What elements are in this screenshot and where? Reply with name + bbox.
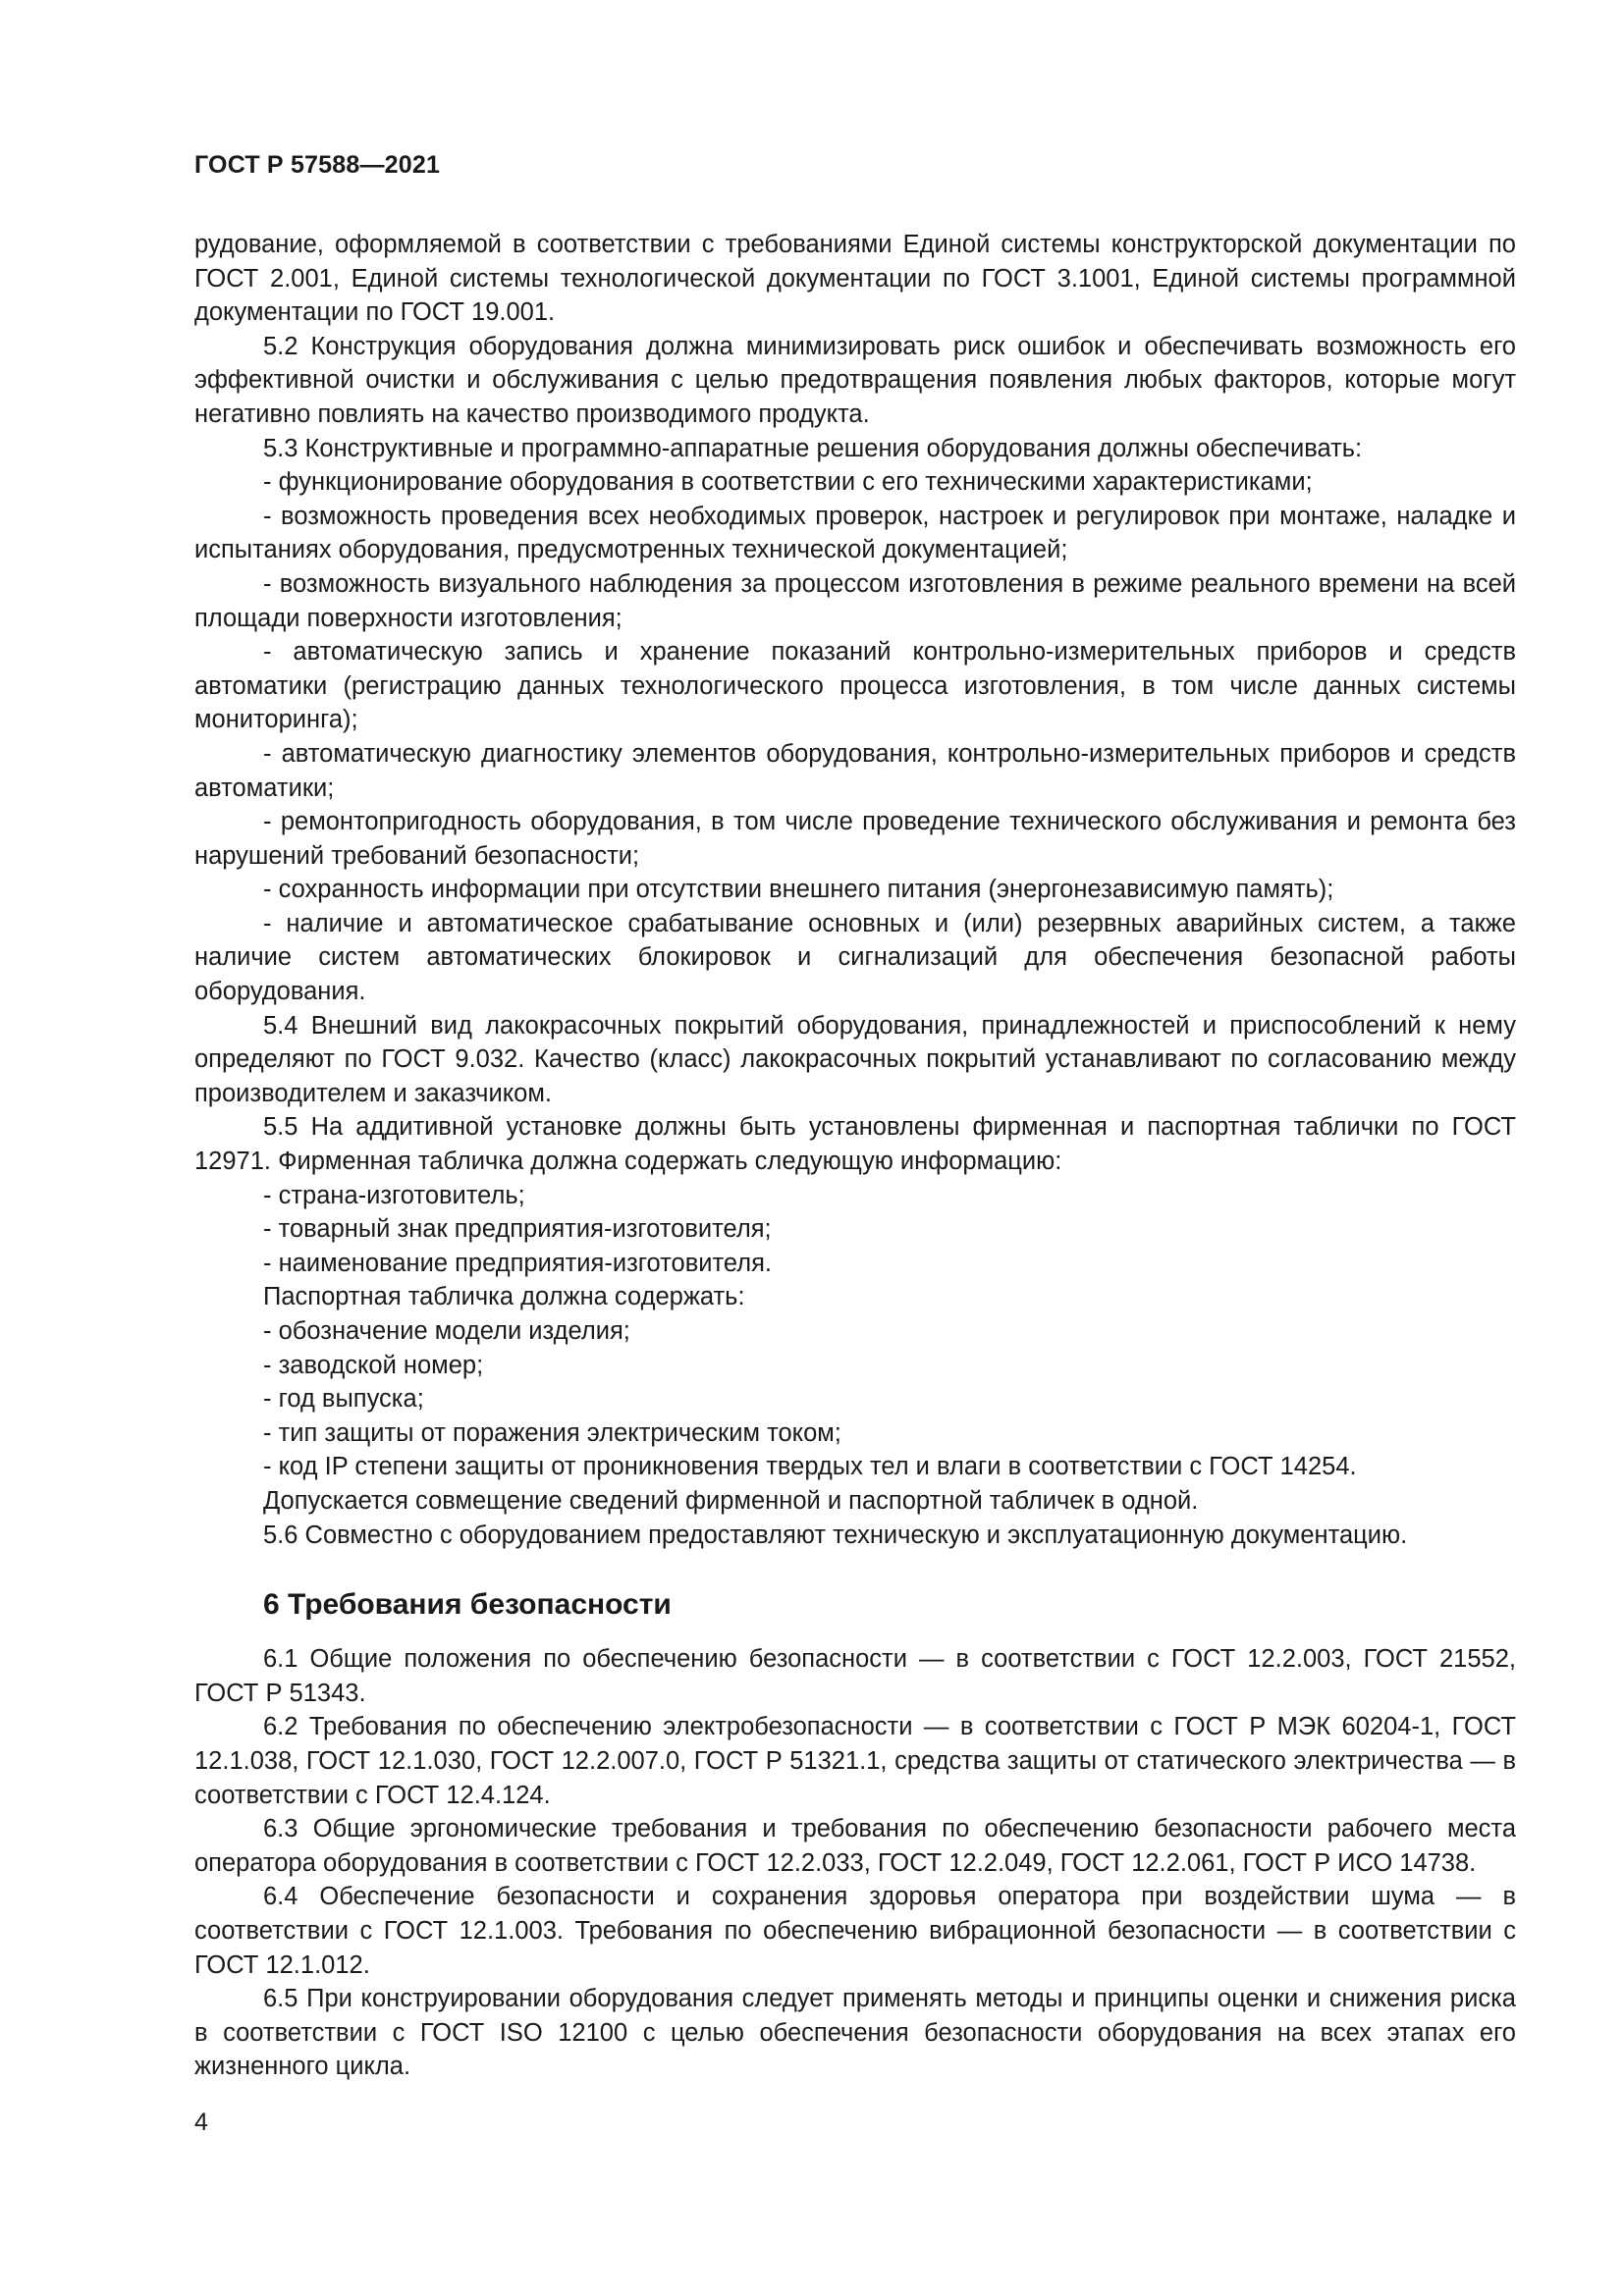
list-item: - сохранность информации при отсутствии внешнего питания (энергонезависимую память); [263,876,1334,904]
list-item: - функционирование оборудования в соответствии с его техническими характеристиками; [263,468,1313,497]
paragraph: рудование, оформляемой в соответствии с требованиями Единой системы конструкторской документации по ГОСТ 2.001, Единой системы технологической документации по ГОСТ 3.1001, Единой системы программной документации по ГОСТ 19.001. [194,231,1516,327]
paragraph: 6.3 Общие эргономические требования и требования по обеспечению безопасности рабочего места оператора оборудования в соответствии с ГОСТ 12.2.033, ГОСТ 12.2.049, ГОСТ 12.2.061, ГОСТ Р ИСО 14738. [194,1815,1516,1877]
list-item: - возможность визуального наблюдения за процессом изготовления в режиме реального времени на всей площади поверхности изготовления; [194,569,1516,632]
paragraph: Допускается совмещение сведений фирменной и паспортной табличек в одной. [263,1486,1199,1515]
list-item: - заводской номер; [263,1351,484,1379]
paragraph: 5.3 Конструктивные и программно-аппаратные решения оборудования должны обеспечивать: [263,434,1363,462]
paragraph: 5.2 Конструкция оборудования должна минимизировать риск ошибок и обеспечивать возможность его эффективной очистки и обслуживания с целью предотвращения появления любых факторов, которые могут негативно повлиять на качество производимого продукта. [194,332,1516,428]
document-body [194,228,1516,2084]
paragraph: 5.4 Внешний вид лакокрасочных покрытий оборудования, принадлежностей и приспособлений к нему определяют по ГОСТ 9.032. Качество (класс) лакокрасочных покрытий устанавливают по согласованию между производителем и заказчиком. [194,1011,1516,1107]
list-item: - год выпуска; [263,1385,424,1414]
list-item: - наличие и автоматическое срабатывание основных и (или) резервных аварийных систем, а также наличие систем автоматических блокировок и сигнализаций для обеспечения безопасной работы оборудования. [194,909,1516,1006]
list-item: - код IP степени защиты от проникновения твердых тел и влаги в соответствии с ГОСТ 14254. [263,1453,1357,1481]
paragraph: 5.6 Совместно с оборудованием предоставляют техническую и эксплуатационную документацию. [263,1521,1408,1549]
list-item: - возможность проведения всех необходимых проверок, настроек и регулировок при монтаже, наладке и испытаниях оборудования, предусмотренных технической документацией; [194,502,1516,564]
list-item: - автоматическую запись и хранение показаний контрольно-измерительных приборов и средств автоматики (регистрацию данных технологического процесса изготовления, в том числе данных системы мониторинга); [194,638,1516,734]
paragraph: 6.4 Обеспечение безопасности и сохранения здоровья оператора при воздействии шума — в соответствии с ГОСТ 12.1.003. Требования по обеспечению вибрационной безопасности — в соответствии с ГОСТ 12.1.012. [194,1883,1516,1979]
paragraph: 6.1 Общие положения по обеспечению безопасности — в соответствии с ГОСТ 12.2.003, ГОСТ 21552, ГОСТ Р 51343. [194,1645,1516,1707]
paragraph: 5.5 На аддитивной установке должны быть установлены фирменная и паспортная таблички по ГОСТ 12971. Фирменная табличка должна содержать следующую информацию: [194,1113,1516,1176]
list-item: - страна-изготовитель; [263,1181,525,1209]
page-number: 4 [194,2109,208,2136]
paragraph: 6.5 При конструировании оборудования следует применять методы и принципы оценки и снижения риска в соответствии с ГОСТ ISO 12100 с целью обеспечения безопасности оборудования на всех этапах его жизненного цикла. [194,1985,1516,2081]
list-item: - товарный знак предприятия-изготовителя; [263,1215,772,1244]
paragraph: Паспортная табличка должна содержать: [263,1283,745,1311]
list-item: - автоматическую диагностику элементов оборудования, контрольно-измерительных приборов и средств автоматики; [194,739,1516,802]
section-title: 6 Требования безопасности [263,1588,672,1622]
paragraph: 6.2 Требования по обеспечению электробезопасности — в соответствии с ГОСТ Р МЭК 60204-1, ГОСТ 12.1.038, ГОСТ 12.1.030, ГОСТ 12.2.007.0, ГОСТ Р 51321.1, средства защиты от статического электричества — в соответствии с ГОСТ 12.4.124. [194,1713,1516,1809]
list-item: - наименование предприятия-изготовителя. [263,1249,773,1277]
list-item: - обозначение модели изделия; [263,1317,630,1345]
list-item: - ремонтопригодность оборудования, в том числе проведение технического обслуживания и ремонта без нарушений требований безопасности; [194,808,1516,870]
document-header: ГОСТ Р 57588—2021 [194,151,441,179]
list-item: - тип защиты от поражения электрическим током; [263,1418,841,1447]
